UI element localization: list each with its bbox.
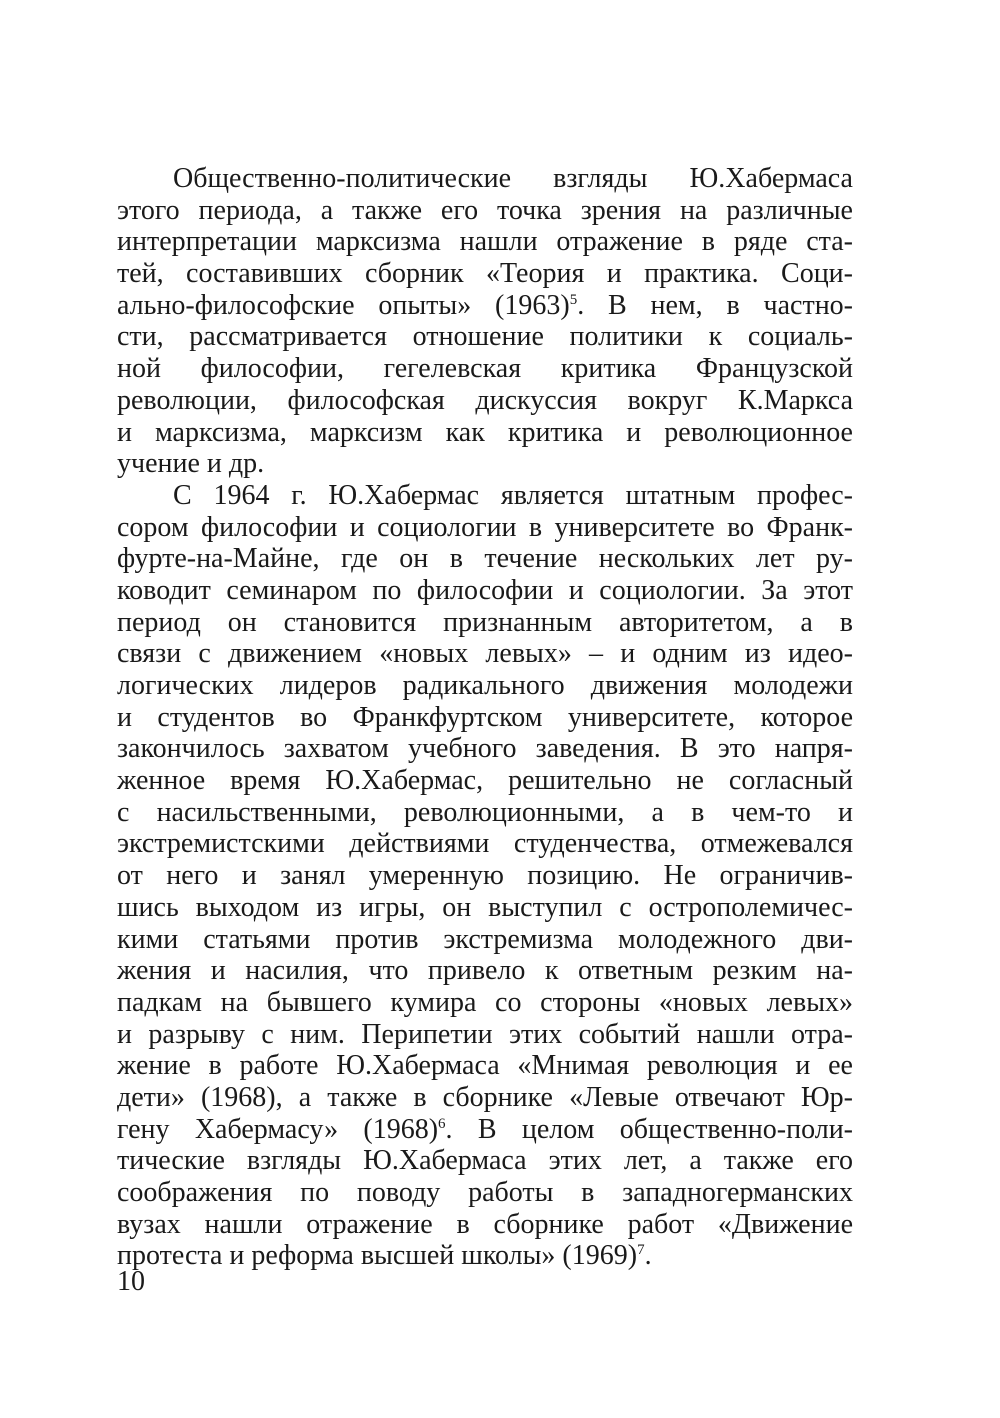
text-line [117,860,853,892]
line-text: дети» (1968), а также в сборнике «Левые отвечают Юр- [117,1081,853,1113]
line-text: кими статьями против экстремизма молодежного дви- [117,923,853,955]
text-line [117,670,853,702]
text-line [117,575,853,607]
text-line [117,1240,853,1272]
text-line [117,765,853,797]
line-text-continuation: . В нем, в частно- [577,289,853,321]
text-line [117,417,853,449]
line-text: этого периода, а также его точка зрения на различные [117,194,853,226]
paragraph [117,163,853,480]
line-text: и студентов во Франкфуртском университете, которое [117,701,853,733]
line-text: ководит семинаром по философии и социологии. За этот [117,574,853,606]
body-text [117,163,853,1272]
text-line [117,1177,853,1209]
text-line [117,512,853,544]
text-line [117,258,853,290]
line-text: Общественно-политические взгляды Ю.Хабермаса [173,163,853,194]
paragraph [117,480,853,1272]
text-line [117,797,853,829]
text-line [117,733,853,765]
text-line [117,480,853,512]
line-text: падкам на бывшего кумира со стороны «новых левых» [117,986,853,1018]
line-text: ной философии, гегелевская критика Французской [117,353,853,385]
text-line [117,1082,853,1114]
line-text: логических лидеров радикального движения молодежи [117,670,853,701]
line-text: ально-философские опыты» (1963) [117,289,570,321]
line-text-continuation: . В целом общественно-поли- [445,1113,853,1145]
line-text: связи с движением «новых левых» – и одним из идео- [117,638,853,670]
line-text: учение и др. [117,448,265,480]
footnote-marker: 5 [569,291,578,308]
text-line [117,353,853,385]
line-text: и разрыву с ним. Перипетии этих событий нашли отра- [117,1018,853,1050]
text-line [117,290,853,322]
text-line [117,195,853,227]
line-text: закончилось захватом учебного заведения. В это напря- [117,733,853,765]
line-text: жения и насилия, что привело к ответным резким на- [117,955,853,987]
line-text: С 1964 г. Ю.Хабермас является штатным профес- [173,479,853,511]
line-text: период он становится признанным авторитетом, а в [117,606,853,638]
footnote-marker: 7 [637,1242,645,1259]
text-line [117,543,853,575]
line-text: соображения по поводу работы в западногерманских [117,1177,853,1208]
text-line [117,1114,853,1146]
line-text: вузах нашли отражение в сборнике работ «Движение [117,1208,853,1240]
line-text: с насильственными, революционными, а в чем-то и [117,796,853,828]
line-text: интерпретации марксизма нашли отражение в ряде ста- [117,226,853,258]
line-text: протеста и реформа высшей школы» (1969) [117,1240,638,1272]
line-text-continuation: . [644,1240,652,1272]
text-line [117,892,853,924]
text-line [117,955,853,987]
line-text: от него и занял умеренную позицию. Не ограничив- [117,860,853,892]
line-text: сти, рассматривается отношение политики к социаль- [117,321,853,353]
text-line [117,1050,853,1082]
line-text: тей, составивших сборник «Теория и практика. Соци- [117,258,853,290]
text-line [117,448,853,480]
line-text: фурте-на-Майне, где он в течение нескольких лет ру- [117,543,853,575]
line-text: женное время Ю.Хабермас, решительно не согласный [117,765,853,797]
footnote-marker: 6 [438,1115,446,1132]
text-line [117,226,853,258]
text-line [117,321,853,353]
text-line [117,638,853,670]
line-text: тические взгляды Ю.Хабермаса этих лет, а также его [117,1145,853,1177]
text-line [117,1145,853,1177]
text-line [117,924,853,956]
line-text: экстремистскими действиями студенчества, отмежевался [117,828,853,860]
page-number: 10 [117,1266,145,1297]
line-text: гену Хабермасу» (1968) [117,1113,439,1145]
line-text: и марксизма, марксизм как критика и революционное [117,416,853,448]
line-text: шись выходом из игры, он выступил с острополемичес- [117,891,853,923]
text-line [117,163,853,195]
text-line [117,1209,853,1241]
line-text: жение в работе Ю.Хабермаса «Мнимая революция и ее [117,1050,853,1082]
line-text: революции, философская дискуссия вокруг К.Маркса [117,384,853,416]
text-line [117,1019,853,1051]
text-line [117,987,853,1019]
text-line [117,385,853,417]
text-line [117,828,853,860]
line-text: сором философии и социологии в университете во Франк- [117,511,853,543]
text-line [117,702,853,734]
text-line [117,607,853,639]
